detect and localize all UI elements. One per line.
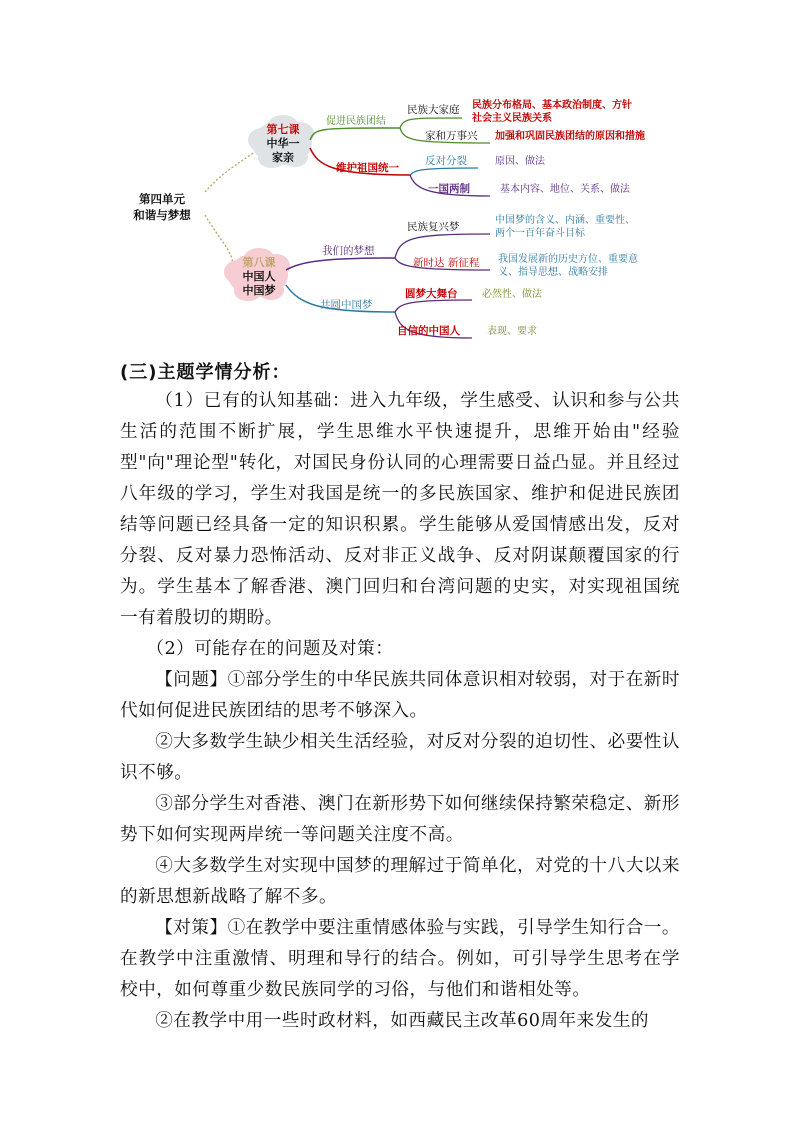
mind-map [0, 0, 794, 350]
revival-line [395, 234, 490, 258]
paragraph-problems-intro: （2）可能存在的问题及对策： [146, 639, 394, 659]
branch-dream: 我们的梦想 [322, 245, 375, 257]
leaf-family-1: 民族分布格局、基本政治制度、方针 [472, 100, 632, 111]
root-connector-bottom [205, 215, 232, 265]
branch-unity-line [310, 128, 400, 140]
node-harmony: 家和万事兴 [425, 130, 478, 142]
section-body [120, 386, 680, 1037]
leaf-confident: 表现、要求 [487, 326, 537, 337]
leaf-anti-split: 原因、做法 [495, 156, 545, 167]
root-connector-top [205, 150, 258, 192]
branch-reunify: 维护祖国统一 [336, 162, 399, 174]
node-one-country: 一国两制 [428, 183, 470, 195]
node-anti-split: 反对分裂 [425, 155, 467, 167]
anti-split-line [410, 168, 478, 175]
branch-common: 共圆中国梦 [320, 299, 373, 311]
node-revival: 民族复兴梦 [407, 221, 460, 233]
lesson7-line3: 家亲 [272, 151, 294, 164]
paragraph-strategy-1: 【对策】①在教学中要注重情感体验与实践，引导学生知行合一。在教学中注重激情、明理和导行的结合。例如，可引导学生思考在学校中，如何尊重少数民族同学的习俗，与他们和谐相处等。 [120, 918, 680, 1000]
family-line [400, 118, 462, 128]
stage-line [395, 300, 472, 312]
node-new-era: 新时达 新征程 [413, 257, 480, 269]
branch-unity: 促进民族团结 [326, 116, 386, 127]
leaf-new-era-2: 义、指导思想、战略安排 [498, 267, 608, 278]
lesson7-title: 第七课 [266, 123, 300, 136]
paragraph-problem-1: 【问题】①部分学生的中华民族共同体意识相对较弱，对于在新时代如何促进民族团结的思考不够深入。 [120, 670, 680, 721]
lesson8-line3: 中国梦 [242, 284, 276, 297]
root-line2: 和谐与梦想 [133, 208, 191, 222]
lesson8-title: 第八课 [242, 256, 276, 269]
node-confident: 自信的中国人 [397, 325, 460, 337]
root-line1: 第四单元 [139, 192, 185, 206]
node-family: 民族大家庭 [407, 104, 460, 116]
leaf-new-era-1: 我国发展新的历史方位、重要意 [498, 254, 638, 265]
section-heading: (三)主题学情分析： [120, 362, 291, 383]
paragraph-problem-4: ④大多数学生对实现中国梦的理解过于简单化，对党的十八大以来的新思想新战略了解不多。 [120, 856, 680, 907]
leaf-family-2: 社会主义民族关系 [472, 113, 552, 124]
lesson8-line2: 中国人 [242, 270, 276, 283]
paragraph-problem-3: ③部分学生对香港、澳门在新形势下如何继续保持繁荣稳定、新形势下如何实现两岸统一等问题关注度不高。 [120, 794, 680, 845]
leaf-revival-2: 两个一百年奋斗目标 [495, 228, 585, 239]
branch-dream-line [286, 258, 395, 270]
leaf-one-country: 基本内容、地位、关系、做法 [500, 184, 630, 195]
leaf-revival-1: 中国梦的含义、内涵、重要性、 [495, 215, 635, 226]
paragraph-problem-2: ②大多数学生缺少相关生活经验，对反对分裂的迫切性、必要性认识不够。 [120, 732, 680, 783]
leaf-harmony: 加强和巩固民族团结的原因和措施 [495, 131, 645, 142]
leaf-stage: 必然性、做法 [482, 289, 542, 300]
node-stage: 圆梦大舞台 [405, 288, 458, 300]
paragraph-strategy-2: ②在教学中用一些时政材料，如西藏民主改革60周年来发生的 [155, 1011, 650, 1031]
paragraph-cognitive-basis: （1）已有的认知基础：进入九年级，学生感受、认识和参与公共生活的范围不断扩展，学生思维水平快速提升，思维开始由"经验型"向"理论型"转化，对国民身份认同的心理需要日益凸显。并且经过八年级的学习，学生对我国是统一的多民族国家、维护和促进民族团结等问题已经具备一定的知识积累。学生能够从爱国情感出发，反对分裂、反对暴力恐怖活动、反对非正义战争、反对阴谋颠覆国家的行为。学生基本了解香港、澳门回归和台湾问题的史实，对实现祖国统一有着殷切的期盼。 [120, 391, 680, 628]
lesson7-line2: 中华一 [266, 137, 300, 150]
